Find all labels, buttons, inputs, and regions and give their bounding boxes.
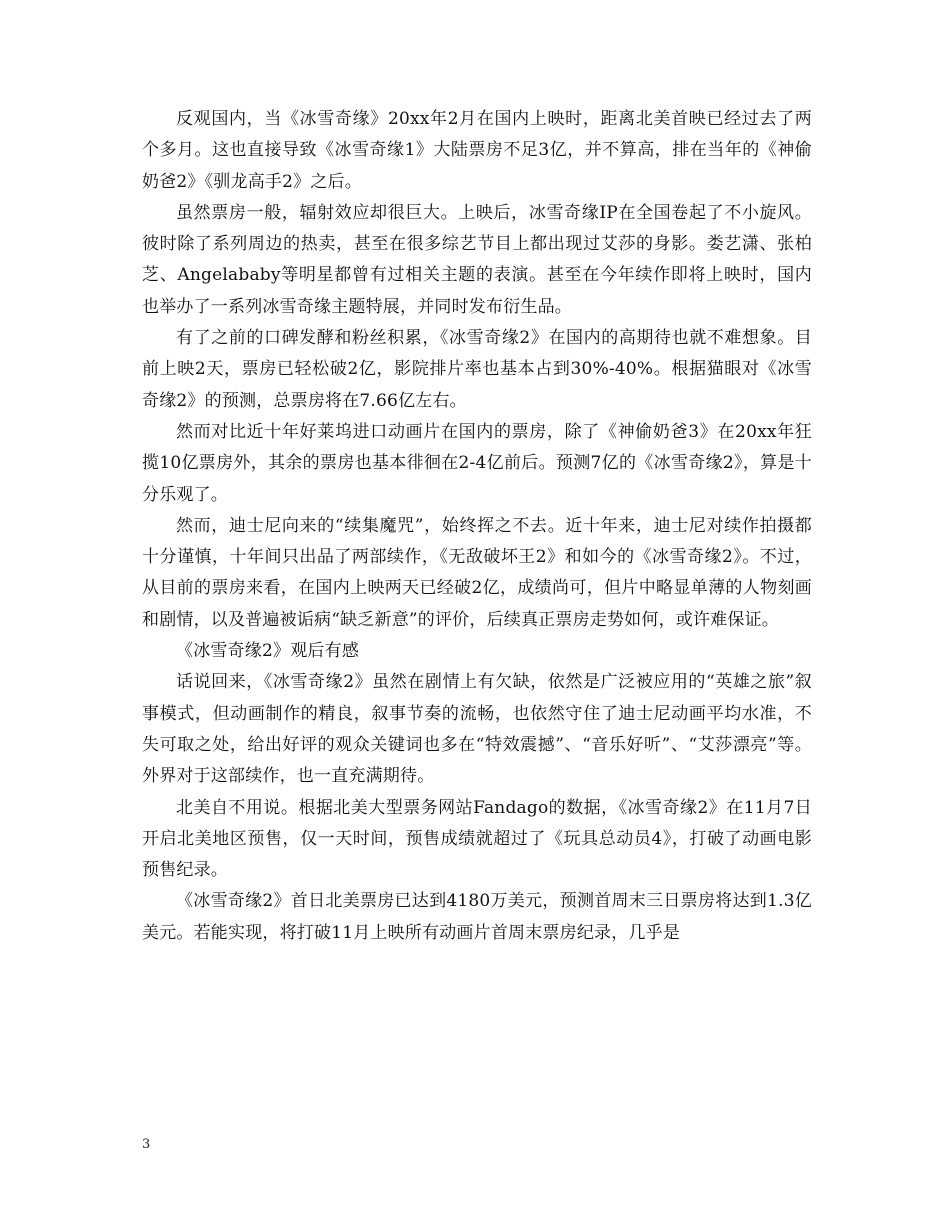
paragraph-3: 有了之前的口碑发酵和粉丝积累，《冰雪奇缘2》在国内的高期待也就不难想象。目前上映2天，票房已轻松破2亿，影院排片率也基本占到30%-40%。根据猫眼对《冰雪奇缘2》的预测，总票房将在7.66亿左右。 [142, 328, 812, 411]
section-heading: 《冰雪奇缘2》观后有感 [176, 641, 360, 662]
paragraph-1: 反观国内，当《冰雪奇缘》20xx年2月在国内上映时，距离北美首映已经过去了两个多月。这也直接导致《冰雪奇缘1》大陆票房不足3亿，并不算高，排在当年的《神偷奶爸2》《驯龙高手2》之后。 [142, 109, 812, 192]
page-number: 3 [142, 1137, 151, 1152]
paragraph-8: 《冰雪奇缘2》首日北美票房已达到4180万美元，预测首周末三日票房将达到1.3亿美元。若能实现，将打破11月上映所有动画片首周末票房纪录，几乎是 [142, 891, 812, 943]
paragraph-4: 然而对比近十年好莱坞进口动画片在国内的票房，除了《神偷奶爸3》在20xx年狂揽10亿票房外，其余的票房也基本徘徊在2-4亿前后。预测7亿的《冰雪奇缘2》，算是十分乐观了。 [142, 421, 812, 505]
paragraph-2: 虽然票房一般，辐射效应却很巨大。上映后，冰雪奇缘IP在全国卷起了不小旋风。彼时除了系列周边的热卖，甚至在很多综艺节目上都出现过艾莎的身影。娄艺潇、张柏芝、Angelababy等明星都曾有过相关主题的表演。甚至在今年续作即将上映时，国内也举办了一系列冰雪奇缘主题特展，并同时发布衍生品。 [142, 202, 812, 317]
paragraph-7: 北美自不用说。根据北美大型票务网站Fandago的数据，《冰雪奇缘2》在11月7日开启北美地区预售，仅一天时间，预售成绩就超过了《玩具总动员4》，打破了动画电影预售纪录。 [142, 797, 812, 881]
paragraph-6: 话说回来，《冰雪奇缘2》虽然在剧情上有欠缺，依然是广泛被应用的“英雄之旅”叙事模式，但动画制作的精良，叙事节奏的流畅，也依然守住了迪士尼动画平均水准，不失可取之处，给出好评的观众关键词也多在“特效震撼”、“音乐好听”、“艾莎漂亮”等。外界对于这部续作，也一直充满期待。 [142, 672, 812, 787]
document-body [142, 104, 812, 949]
paragraph-5: 然而，迪士尼向来的“续集魔咒”，始终挥之不去。近十年来，迪士尼对续作拍摄都十分谨慎，十年间只出品了两部续作，《无敌破坏王2》和如今的《冰雪奇缘2》。不过，从目前的票房来看，在国内上映两天已经破2亿，成绩尚可，但片中略显单薄的人物刻画和剧情，以及普遍被诟病“缺乏新意”的评价，后续真正票房走势如何，或许难保证。 [142, 515, 812, 630]
